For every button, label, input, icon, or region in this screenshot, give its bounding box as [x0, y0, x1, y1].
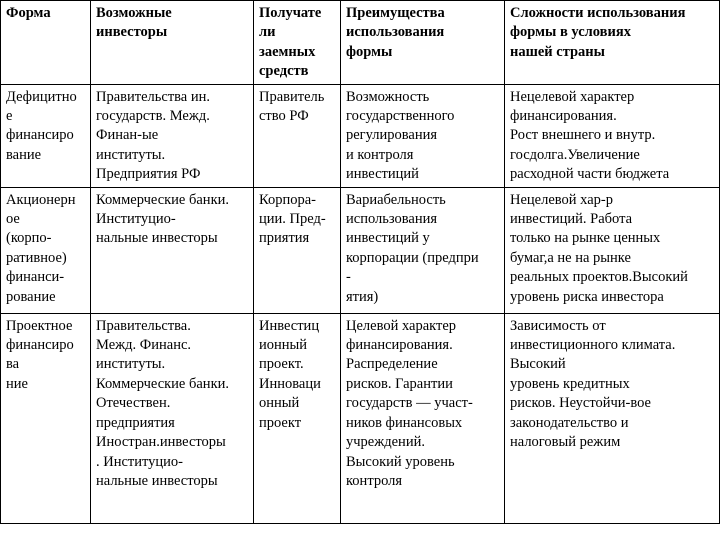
cell-text: Корпора- ции. Пред- приятия — [259, 191, 326, 247]
header-form-text: Форма — [6, 5, 51, 21]
table-cell — [254, 187, 341, 313]
cell-text: Зависимость от инвестиционного климата. Высокий уровень кредитных рисков. Неустойчи-вое законодательство и налоговый режим — [510, 317, 676, 451]
table-cell — [91, 313, 254, 523]
table-row-equity-financing — [1, 187, 720, 313]
header-investors-text: Возможные инвесторы — [96, 5, 172, 41]
header-cell-recipients — [254, 1, 341, 85]
header-cell-difficulties — [505, 1, 720, 85]
cell-text: Целевой характер финансирования. Распределение рисков. Гарантии государств — участ- ников финансовых учреждений. Высокий уровень контроля — [346, 317, 473, 489]
header-cell-form — [1, 1, 91, 85]
table-header-row — [1, 1, 720, 85]
table-cell — [91, 187, 254, 313]
cell-text: Нецелевой характер финансирования. Рост внешнего и внутр. госдолга.Увеличение расходной части бюджета — [510, 88, 670, 183]
table-cell — [505, 187, 720, 313]
cell-text: Коммерческие банки. Институцио- нальные инвесторы — [96, 191, 229, 247]
header-recipients-text: Получате ли заемных средств — [259, 5, 322, 80]
header-advantages-text: Преимущества использования формы — [346, 5, 445, 60]
table-cell — [341, 84, 505, 187]
header-cell-investors — [91, 1, 254, 85]
table-cell — [505, 84, 720, 187]
cell-text: Правительства. Межд. Финанс. институты. Коммерческие банки. Отечествен. предприятия Иностран.инвесторы . Институцио- нальные инвесторы — [96, 317, 229, 489]
table-cell — [1, 84, 91, 187]
cell-text: Возможность государственного регулирования и контроля инвестиций — [346, 88, 455, 183]
table-cell — [254, 84, 341, 187]
cell-text: Нецелевой хар-р инвестиций. Работа только на рынке ценных бумаг,а не на рынке реальных проектов.Высокий уровень риска инвестора — [510, 191, 688, 305]
table-cell — [341, 187, 505, 313]
table-cell — [1, 187, 91, 313]
table-row-project-financing — [1, 313, 720, 523]
cell-text: Правитель ство РФ — [259, 88, 325, 125]
table-cell — [254, 313, 341, 523]
cell-text: Вариабельность использования инвестиций у корпорации (предпри - ятия) — [346, 191, 479, 305]
cell-text: Проектное финансиро ва ние — [6, 317, 74, 392]
cell-text: Правительства ин. государств. Межд. Финан-ые институты. Предприятия РФ — [96, 88, 211, 183]
header-difficulties-text: Сложности использования формы в условиях нашей страны — [510, 5, 686, 60]
table-row-deficit-financing — [1, 84, 720, 187]
table-cell — [1, 313, 91, 523]
table-cell — [341, 313, 505, 523]
cell-text: Инвестиц ионный проект. Инноваци онный проект — [259, 317, 321, 431]
cell-text: Акционерн ое (корпо- ративное) финанси- рование — [6, 191, 76, 305]
table-cell — [505, 313, 720, 523]
header-cell-advantages — [341, 1, 505, 85]
table-cell — [91, 84, 254, 187]
cell-text: Дефицитно е финансиро вание — [6, 88, 77, 163]
